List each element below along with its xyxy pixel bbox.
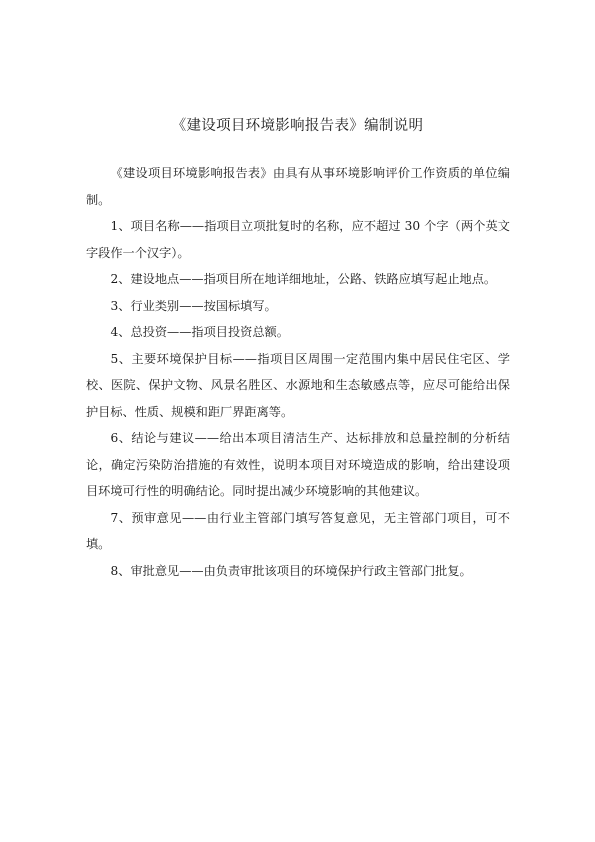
item-industry-category: 3、行业类别——按国标填写。 xyxy=(110,298,277,313)
item-pre-review: 7、预审意见——由行业主管部门填写答复意见，无主管部门项目，可不填。 xyxy=(86,510,510,551)
item-approval: 8、审批意见——由负责审批该项目的环境保护行政主管部门批复。 xyxy=(110,563,472,578)
item-total-investment: 4、总投资——指项目投资总额。 xyxy=(110,325,289,339)
intro-paragraph: 《建设项目环境影响报告表》由具有从事环境影响评价工作资质的单位编制。 xyxy=(86,166,510,207)
item-protection-targets: 5、主要环境保护目标——指项目区周围一定范围内集中居民住宅区、学校、医院、保护文物、风景名胜区、水源地和生态敏感点等，应尽可能给出保护目标、性质、规模和距厂界距离等。 xyxy=(86,351,510,419)
document-body xyxy=(86,160,510,584)
page-title: 《建设项目环境影响报告表》编制说明 xyxy=(171,118,424,134)
item-project-name: 1、项目名称——指项目立项批复时的名称，应不超过 30 个字（两个英文字段作一个汉字）。 xyxy=(86,219,510,260)
item-construction-site: 2、建设地点——指项目所在地详细地址，公路、铁路应填写起止地点。 xyxy=(110,272,497,286)
item-conclusions: 6、结论与建议——给出本项目清洁生产、达标排放和总量控制的分析结论，确定污染防治措施的有效性，说明本项目对环境造成的影响，给出建设项目环境可行性的明确结论。同时提出减少环境影响的其他建议。 xyxy=(86,431,510,498)
